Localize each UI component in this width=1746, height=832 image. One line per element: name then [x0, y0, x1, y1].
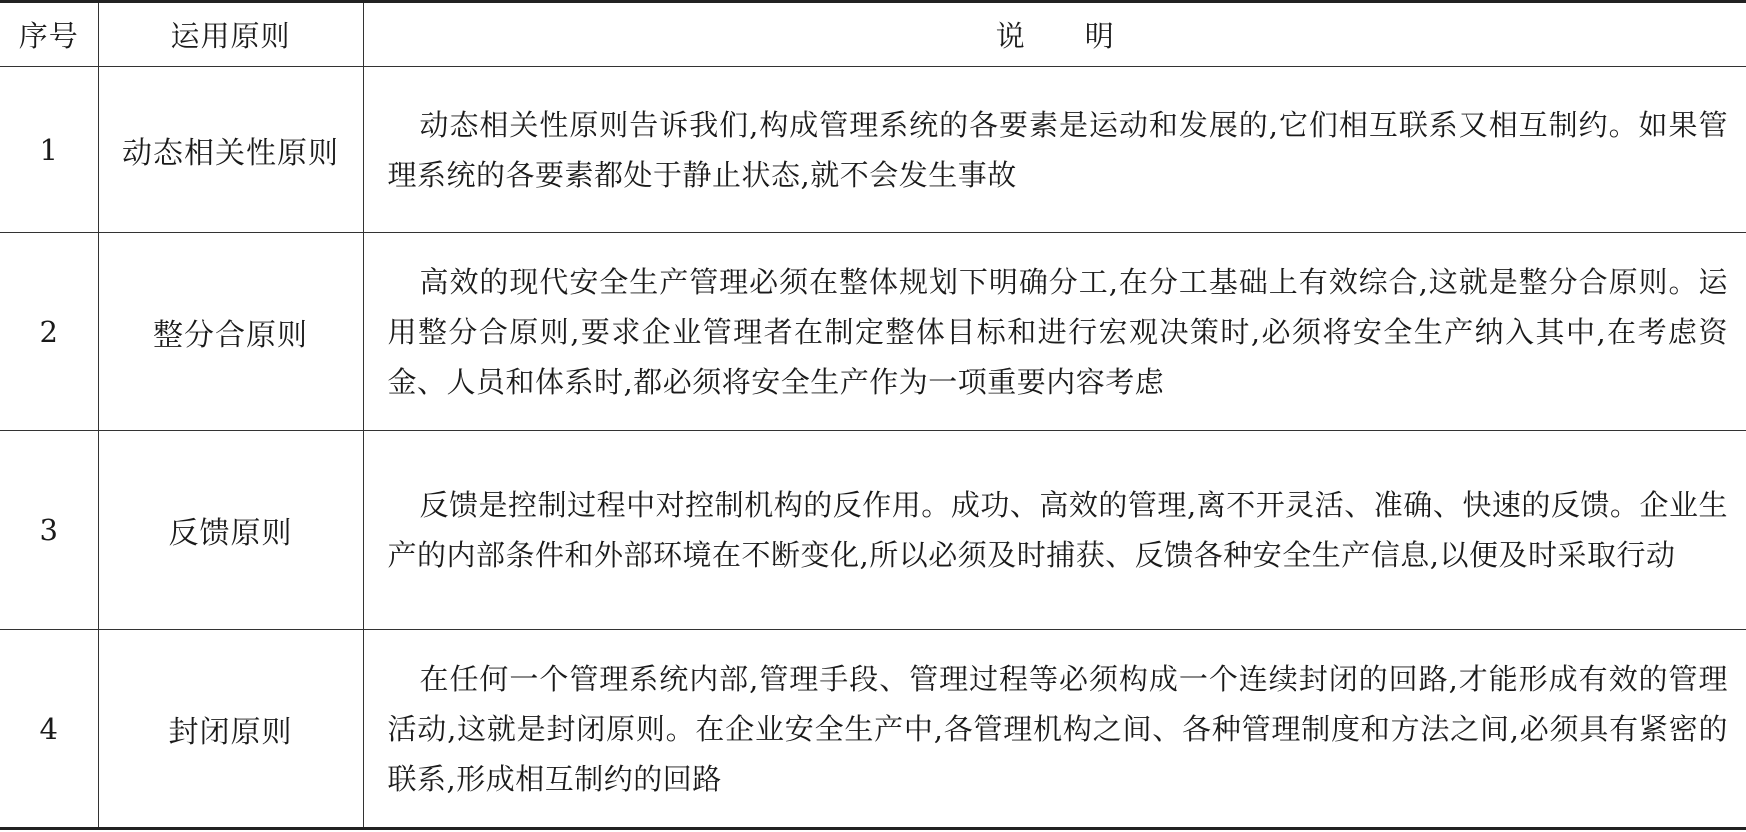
- table-body: [0, 67, 1746, 829]
- principle-description: 动态相关性原则告诉我们,构成管理系统的各要素是运动和发展的,它们相互联系又相互制约。如果管理系统的各要素都处于静止状态,就不会发生事故: [363, 67, 1746, 233]
- principle-name: 整分合原则: [98, 233, 363, 431]
- row-number: 3: [0, 431, 98, 630]
- principle-description: 高效的现代安全生产管理必须在整体规划下明确分工,在分工基础上有效综合,这就是整分合原则。运用整分合原则,要求企业管理者在制定整体目标和进行宏观决策时,必须将安全生产纳入其中,在考虑资金、人员和体系时,都必须将安全生产作为一项重要内容考虑: [363, 233, 1746, 431]
- principle-description: 在任何一个管理系统内部,管理手段、管理过程等必须构成一个连续封闭的回路,才能形成有效的管理活动,这就是封闭原则。在企业安全生产中,各管理机构之间、各种管理制度和方法之间,必须具有紧密的联系,形成相互制约的回路: [387, 661, 1728, 796]
- row-number: 1: [0, 67, 98, 233]
- header-description-text: 说明: [995, 19, 1174, 53]
- header-description: [363, 2, 1746, 67]
- header-row: [0, 2, 1746, 67]
- table-row: [0, 431, 1746, 630]
- row-number: 4: [0, 630, 98, 829]
- principle-name: 动态相关性原则: [98, 67, 363, 233]
- principle-name: 反馈原则: [98, 431, 363, 630]
- table-header: [0, 2, 1746, 67]
- table-row: [0, 67, 1746, 233]
- row-number: 2: [0, 233, 98, 431]
- principle-description: 反馈是控制过程中对控制机构的反作用。成功、高效的管理,离不开灵活、准确、快速的反馈。企业生产的内部条件和外部环境在不断变化,所以必须及时捕获、反馈各种安全生产信息,以便及时采取行动: [363, 431, 1746, 630]
- header-principle: 运用原则: [98, 2, 363, 67]
- table-row: [0, 630, 1746, 829]
- principle-name: 封闭原则: [98, 630, 363, 829]
- header-number: 序号: [0, 2, 98, 67]
- table-row: [0, 233, 1746, 431]
